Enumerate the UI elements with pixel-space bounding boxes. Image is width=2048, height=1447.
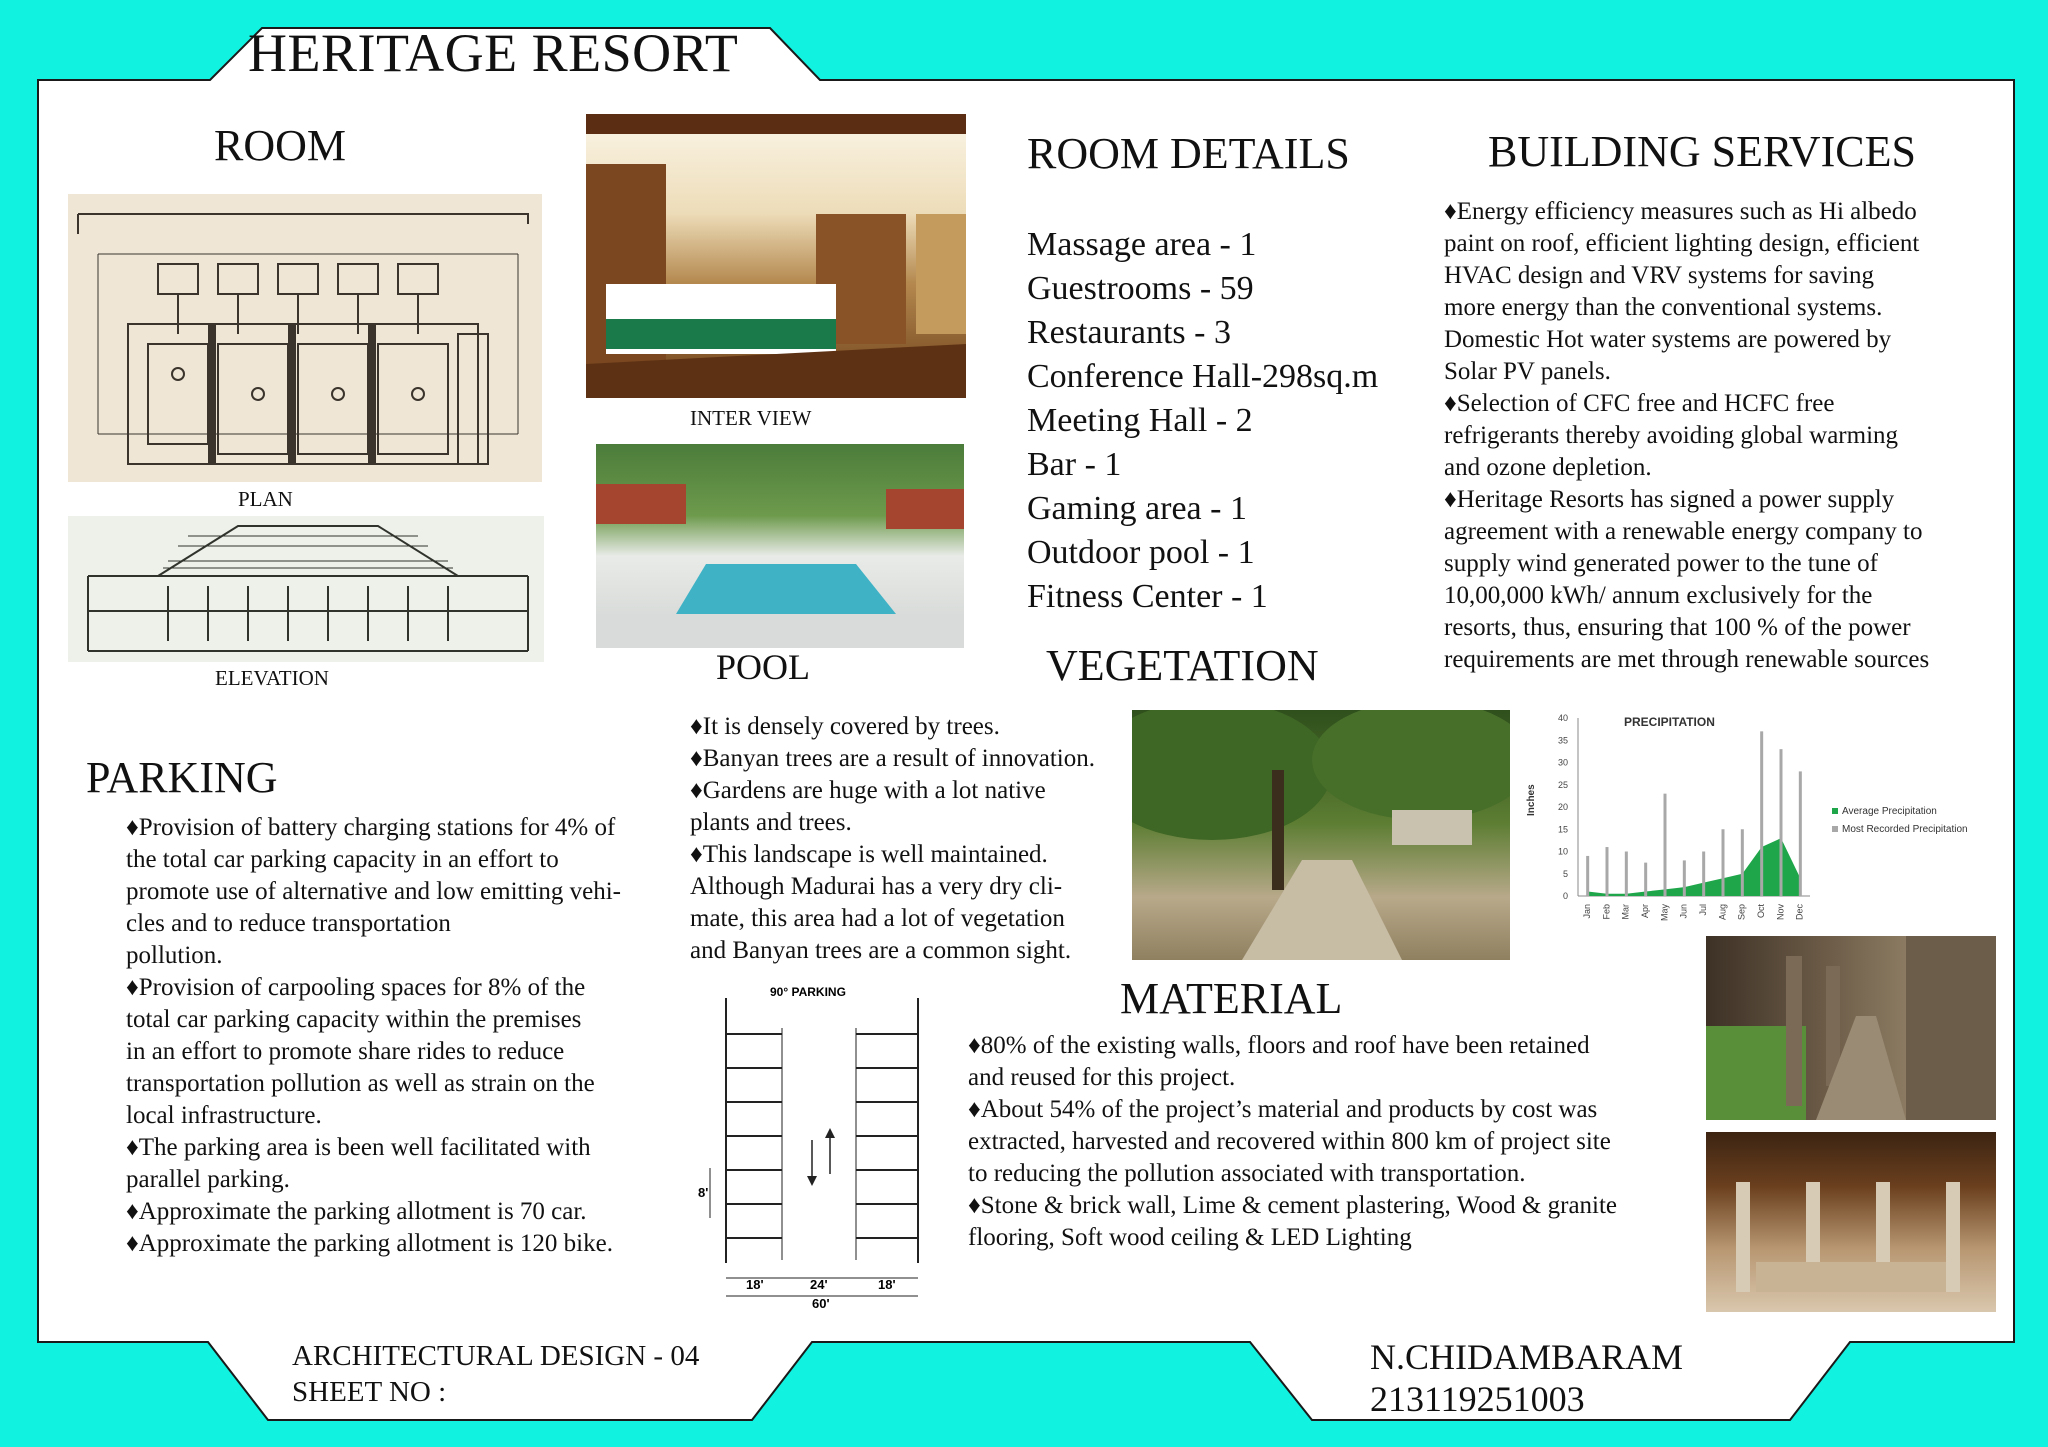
chart-x-tick-label: Jul — [1698, 904, 1709, 916]
chart-y-tick-label: 25 — [1557, 779, 1568, 790]
text-line: ♦Provision of carpooling spaces for 8% of the — [126, 974, 586, 1001]
chart-y-tick-label: 15 — [1557, 824, 1568, 835]
room-detail-item: Conference Hall-298sq.m — [1027, 358, 1379, 395]
dim-left: 18' — [746, 1277, 764, 1292]
text-line: ♦Stone & brick wall, Lime & cement plastering, Wood & granite — [968, 1192, 1618, 1219]
legend-swatch-most-recorded — [1832, 826, 1838, 832]
text-line: pollution. — [126, 942, 223, 969]
text-line: total car parking capacity within the premises — [126, 1006, 582, 1033]
chart-bar-most-recorded — [1683, 860, 1686, 896]
chart-bar-most-recorded — [1586, 856, 1589, 896]
chart-x-tick-label: Aug — [1717, 904, 1728, 921]
text-line: ♦Banyan trees are a result of innovation. — [690, 745, 1095, 772]
chart-bar-most-recorded — [1799, 771, 1802, 896]
footer-sheet: SHEET NO : — [292, 1376, 447, 1408]
chart-bar-most-recorded — [1722, 829, 1725, 896]
dim-right: 18' — [878, 1277, 896, 1292]
material-corridor-photo — [1706, 936, 1996, 1120]
text-line: ♦Selection of CFC free and HCFC free — [1444, 390, 1835, 417]
vegetation-photo — [1132, 710, 1510, 960]
chart-bar-most-recorded — [1780, 749, 1783, 896]
building-services-text — [1444, 196, 1929, 676]
text-line: ♦The parking area is been well facilitated with — [126, 1134, 591, 1161]
building-services-heading: BUILDING SERVICES — [1488, 127, 1916, 176]
parking-diagram-title: 90° PARKING — [770, 985, 846, 999]
text-line: the total car parking capacity in an effort to — [126, 846, 559, 873]
room-detail-item: Bar - 1 — [1027, 446, 1122, 483]
text-line: more energy than the conventional systems. — [1444, 294, 1883, 321]
chart-x-tick-label: Jun — [1678, 904, 1689, 919]
material-heading: MATERIAL — [1120, 974, 1343, 1023]
room-details-heading: ROOM DETAILS — [1027, 129, 1350, 178]
precipitation-chart — [1520, 706, 2000, 930]
room-detail-item: Gaming area - 1 — [1027, 490, 1247, 527]
chart-x-tick-label: Apr — [1640, 904, 1651, 919]
legend-swatch-average — [1832, 808, 1838, 814]
chart-y-tick-label: 20 — [1557, 802, 1568, 812]
dim-aisle: 24' — [810, 1277, 828, 1292]
footer-author: N.CHIDAMBARAM — [1370, 1337, 1684, 1377]
footer-id: 213119251003 — [1370, 1379, 1585, 1419]
text-line: and reused for this project. — [968, 1064, 1236, 1091]
chart-y-tick-label: 40 — [1557, 713, 1568, 723]
parking-diagram — [690, 978, 930, 1318]
text-line: supply wind generated power to the tune of — [1444, 550, 1878, 577]
room-detail-item: Guestrooms - 59 — [1027, 270, 1254, 307]
chart-title: PRECIPITATION — [1624, 715, 1715, 729]
chart-x-tick-label: Sep — [1736, 904, 1747, 921]
text-line: HVAC design and VRV systems for saving — [1444, 262, 1874, 289]
text-line: parallel parking. — [126, 1166, 290, 1193]
room-detail-item: Massage area - 1 — [1027, 226, 1257, 263]
interior-caption: INTER VIEW — [690, 406, 812, 430]
text-line: ♦80% of the existing walls, floors and roof have been retained — [968, 1032, 1590, 1059]
text-line: mate, this area had a lot of vegetation — [690, 905, 1065, 932]
text-line: transportation pollution as well as strain on the — [126, 1070, 595, 1097]
pool-heading: POOL — [716, 647, 811, 687]
text-line: Domestic Hot water systems are powered by — [1444, 326, 1892, 353]
elevation-drawing — [68, 516, 544, 662]
dim-total: 60' — [812, 1296, 830, 1311]
chart-y-tick-label: 5 — [1562, 868, 1568, 879]
chart-area-average-precipitation — [1588, 838, 1801, 896]
text-line: ♦About 54% of the project’s material and products by cost was — [968, 1096, 1598, 1123]
text-line: ♦Energy efficiency measures such as Hi albedo — [1444, 198, 1917, 225]
plan-drawing — [68, 194, 542, 482]
chart-bar-most-recorded — [1606, 847, 1609, 896]
text-line: ♦Heritage Resorts has signed a power supply — [1444, 486, 1895, 513]
text-line: ♦This landscape is well maintained. — [690, 841, 1048, 868]
vegetation-text — [690, 711, 1095, 967]
room-heading: ROOM — [214, 121, 347, 170]
chart-bar-most-recorded — [1664, 794, 1667, 896]
chart-bar-most-recorded — [1702, 852, 1705, 897]
text-line: extracted, harvested and recovered within 800 km of project site — [968, 1128, 1611, 1155]
text-line: ♦Approximate the parking allotment is 120 bike. — [126, 1230, 613, 1257]
chart-y-tick-label: 30 — [1557, 757, 1568, 768]
text-line: in an effort to promote share rides to reduce — [126, 1038, 565, 1065]
interior-view-photo — [586, 114, 966, 398]
chart-y-tick-label: 0 — [1562, 891, 1568, 901]
room-detail-item: Fitness Center - 1 — [1027, 578, 1268, 615]
room-detail-item: Meeting Hall - 2 — [1027, 402, 1253, 439]
legend-label-most-recorded: Most Recorded Precipitation — [1842, 824, 1968, 835]
parking-heading: PARKING — [86, 753, 278, 802]
text-line: promote use of alternative and low emitting vehi- — [126, 878, 621, 905]
material-hall-photo — [1706, 1132, 1996, 1312]
room-detail-item: Outdoor pool - 1 — [1027, 534, 1255, 571]
chart-x-tick-label: May — [1659, 904, 1670, 922]
chart-bar-most-recorded — [1644, 863, 1647, 896]
text-line: ♦Provision of battery charging stations for 4% of — [126, 814, 616, 841]
text-line: refrigerants thereby avoiding global warming — [1444, 422, 1899, 449]
text-line: plants and trees. — [690, 809, 852, 836]
text-line: local infrastructure. — [126, 1102, 322, 1129]
text-line: requirements are met through renewable sources — [1444, 646, 1930, 673]
text-line: and Banyan trees are a common sight. — [690, 937, 1072, 964]
chart-y-tick-label: 35 — [1557, 735, 1568, 746]
material-text — [968, 1030, 1617, 1254]
chart-x-tick-label: Feb — [1601, 904, 1612, 920]
chart-ylabel: Inches — [1526, 784, 1537, 816]
text-line: Although Madurai has a very dry cli- — [690, 873, 1063, 900]
text-line: agreement with a renewable energy company to — [1444, 518, 1923, 545]
room-details-list — [1027, 223, 1378, 619]
text-line: cles and to reduce transportation — [126, 910, 451, 937]
page-title: HERITAGE RESORT — [248, 23, 739, 83]
chart-y-tick-label: 10 — [1557, 846, 1568, 857]
room-detail-item: Restaurants - 3 — [1027, 314, 1231, 351]
legend-label-average: Average Precipitation — [1842, 806, 1937, 817]
text-line: Solar PV panels. — [1444, 358, 1611, 385]
chart-x-tick-label: Jan — [1582, 904, 1593, 919]
chart-bar-most-recorded — [1741, 829, 1744, 896]
chart-bar-most-recorded — [1625, 852, 1628, 897]
chart-x-tick-label: Dec — [1794, 904, 1805, 921]
chart-x-tick-label: Oct — [1756, 904, 1767, 919]
text-line: flooring, Soft wood ceiling & LED Lighting — [968, 1224, 1412, 1251]
elevation-caption: ELEVATION — [215, 666, 329, 690]
text-line: ♦Approximate the parking allotment is 70 car. — [126, 1198, 587, 1225]
vegetation-heading: VEGETATION — [1046, 641, 1319, 690]
text-line: resorts, thus, ensuring that 100 % of the power — [1444, 614, 1911, 641]
text-line: 10,00,000 kWh/ annum exclusively for the — [1444, 582, 1873, 609]
chart-x-tick-label: Nov — [1775, 904, 1786, 921]
text-line: and ozone depletion. — [1444, 454, 1652, 481]
text-line: paint on roof, efficient lighting design, efficient — [1444, 230, 1920, 257]
parking-text — [126, 812, 621, 1260]
dim-bay-depth: 8' — [698, 1185, 709, 1200]
plan-caption: PLAN — [238, 487, 293, 511]
pool-photo — [596, 444, 964, 648]
chart-x-tick-label: Mar — [1620, 904, 1631, 920]
footer-course: ARCHITECTURAL DESIGN - 04 — [292, 1340, 700, 1372]
text-line: ♦It is densely covered by trees. — [690, 713, 1000, 740]
text-line: to reducing the pollution associated with transportation. — [968, 1160, 1526, 1187]
chart-bar-most-recorded — [1760, 731, 1763, 896]
text-line: ♦Gardens are huge with a lot native — [690, 777, 1046, 804]
